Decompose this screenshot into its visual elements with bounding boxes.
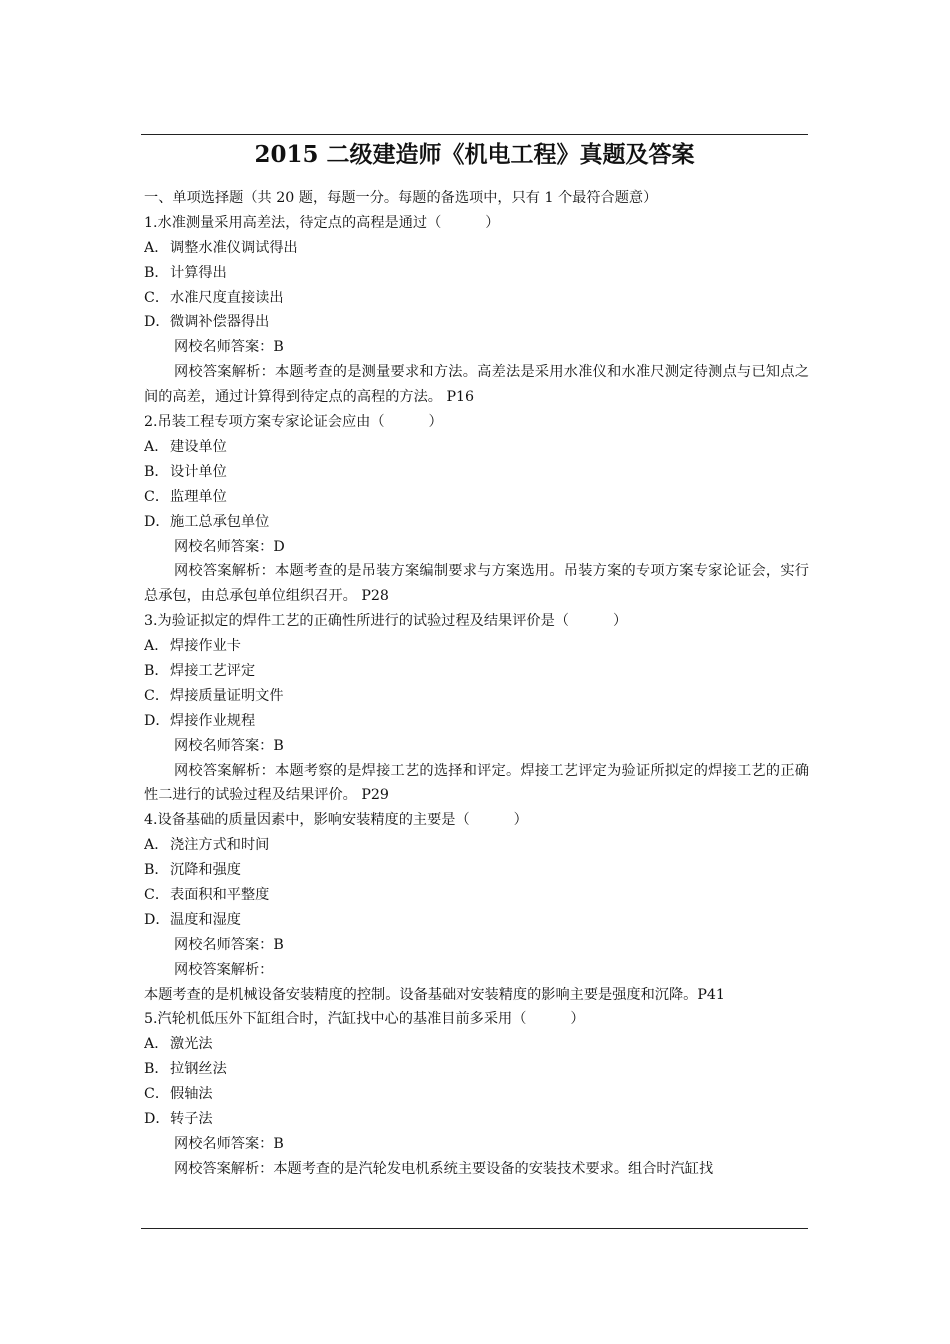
question-stem: 3.为验证拟定的焊件工艺的正确性所进行的试验过程及结果评价是（ ） (144, 613, 628, 630)
option-item: B．沉降和强度 (144, 862, 241, 879)
question-stem: 4.设备基础的质量因素中，影响安装精度的主要是（ ） (144, 812, 528, 829)
answer-line: 网校名师答案：B (174, 936, 284, 953)
analysis-label: 网校答案解析： (174, 961, 274, 978)
option-item: A． 激光法 (144, 1036, 213, 1053)
answer-line: 网校名师答案：B (174, 737, 284, 754)
answer-line: 网校名师答案：D (174, 538, 285, 555)
section-heading: 一、单项选择题（共 20 题，每题一分。每题的备选项中，只有 1 个最符合题意） (144, 190, 658, 206)
footer-rule (141, 1228, 808, 1229)
option-item: D．转子法 (144, 1111, 213, 1128)
document-title: 2015 二级建造师《机电工程》真题及答案 (254, 141, 695, 168)
analysis-paragraph: 网校答案解析：本题考察的是焊接工艺的选择和评定。焊接工艺评定为验证所拟定的焊接工艺的正确性二进行的试验过程及结果评价。 P29 (144, 762, 809, 804)
analysis-paragraph: 网校答案解析：本题考查的是吊装方案编制要求与方案选用。吊装方案的专项方案专家论证会，实行总承包，由总承包单位组织召开。 P28 (144, 563, 809, 605)
option-item: B．拉钢丝法 (144, 1061, 227, 1078)
analysis-paragraph: 网校答案解析：本题考查的是汽轮发电机系统主要设备的安装技术要求。组合时汽缸找 (174, 1160, 714, 1177)
analysis-paragraph: 网校答案解析：本题考查的是测量要求和方法。高差法是采用水准仪和水准尺测定待测点与已知点之间的高差，通过计算得到待定点的高程的方法。 P16 (144, 364, 809, 406)
option-item: D．温度和湿度 (144, 911, 241, 928)
option-item: C．假轴法 (144, 1086, 213, 1103)
option-item: B．焊接工艺评定 (144, 662, 256, 679)
option-item: B．设计单位 (144, 463, 227, 480)
option-item: D．施工总承包单位 (144, 513, 270, 530)
question-stem: 2.吊装工程专项方案专家论证会应由（ ） (144, 414, 443, 431)
header-rule (141, 134, 808, 135)
option-item: D．焊接作业规程 (144, 712, 256, 729)
option-item: C．表面积和平整度 (144, 887, 270, 904)
option-item: C．水准尺度直接读出 (144, 289, 284, 306)
option-item: A． 浇注方式和时间 (144, 837, 270, 854)
document-body (144, 186, 809, 1182)
question-stem: 1.水准测量采用高差法，待定点的高程是通过（ ） (144, 214, 500, 231)
option-item: B．计算得出 (144, 264, 227, 281)
answer-line: 网校名师答案：B (174, 1135, 284, 1152)
option-item: A． 焊接作业卡 (144, 638, 241, 655)
question-stem: 5.汽轮机低压外下缸组合时，汽缸找中心的基准目前多采用（ ） (144, 1011, 585, 1028)
option-item: D．微调补偿器得出 (144, 314, 270, 331)
option-item: A． 建设单位 (144, 438, 227, 455)
option-item: C．监理单位 (144, 488, 227, 505)
option-item: A． 调整水准仪调试得出 (144, 239, 298, 256)
answer-line: 网校名师答案：B (174, 339, 284, 356)
option-item: C．焊接质量证明文件 (144, 687, 284, 704)
analysis-body: 本题考查的是机械设备安装精度的控制。设备基础对安装精度的影响主要是强度和沉降。P41 (144, 986, 725, 1003)
